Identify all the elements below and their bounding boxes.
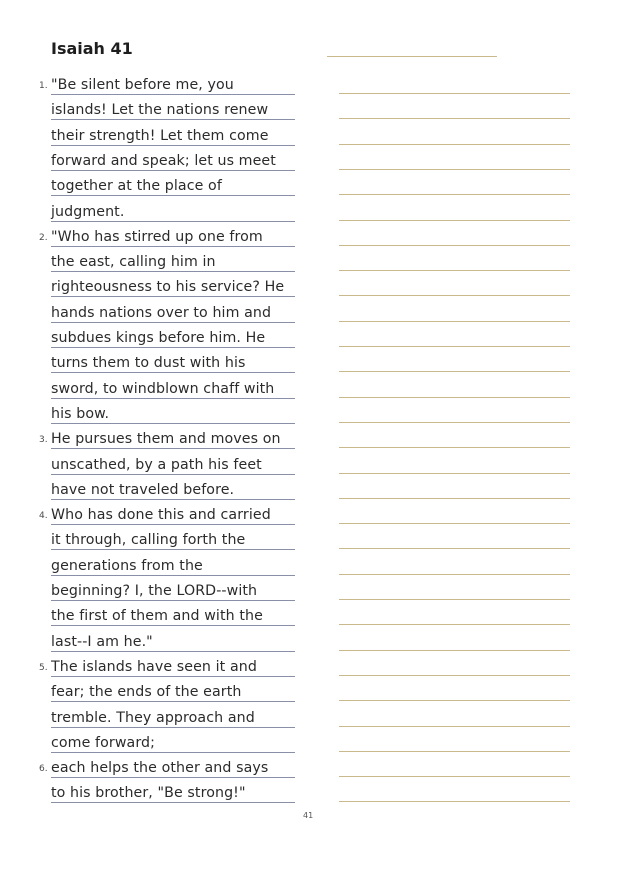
verse-line [51,272,295,297]
verse-number: 1. [39,81,48,91]
verse-line [51,298,295,323]
blank-writing-line [339,574,570,575]
verse-line [51,374,295,399]
verse-line [51,778,295,803]
verse-text: hands nations over to him and [51,304,272,321]
verse-text: together at the place of [51,178,222,195]
blank-writing-line [339,624,570,625]
verse-line [39,652,295,677]
verse-line [51,399,295,424]
verse-line [51,450,295,475]
verse-text: unscathed, by a path his feet [51,456,262,473]
blank-writing-line [339,675,570,676]
blank-writing-line [339,548,570,549]
verse-text: The islands have seen it and [51,658,257,675]
verse-text: subdues kings before him. He [51,330,266,346]
verse-line [51,703,295,728]
blank-writing-line [339,295,570,296]
page-number: 41 [303,811,314,820]
blank-writing-line [339,776,570,777]
blank-writing-line [339,321,570,322]
blank-writing-line [339,270,570,271]
verse-number: 3. [39,435,48,446]
verse-line [51,627,295,652]
verse-line [51,247,295,272]
verse-line [51,323,295,348]
verse-text: beginning? I, the LORD--with [51,583,258,599]
verse-line [51,551,295,576]
blank-writing-line [339,447,570,448]
blank-writing-line [339,726,570,727]
blank-writing-line [339,144,570,145]
blank-writing-line [339,801,570,802]
blank-writing-line [339,422,570,423]
verse-text: "Who has stirred up one from [51,228,263,245]
verse-number: 2. [39,232,48,243]
blank-writing-line [339,523,570,524]
verse-line [51,95,295,120]
verse-text: "Be silent before me, you [51,77,234,93]
verse-line [51,728,295,753]
verse-line [51,121,295,146]
verse-text: Who has done this and carried [51,507,271,524]
verse-line [51,525,295,550]
verse-line [51,677,295,702]
verse-line [51,171,295,196]
blank-writing-line [339,118,570,119]
verse-text: islands! Let the nations renew [51,102,269,119]
blank-writing-line [339,700,570,701]
verse-line [51,601,295,626]
verse-text: it through, calling forth the [51,532,246,549]
blank-writing-line [339,751,570,752]
verse-text: He pursues them and moves on [51,431,281,448]
blank-writing-line [339,346,570,347]
verse-line [51,348,295,373]
blank-writing-line [339,169,570,170]
verse-line [39,222,295,247]
verse-text: the east, calling him in [51,254,216,271]
verse-text: to his brother, "Be strong!" [51,785,246,802]
verse-number: 6. [39,764,48,775]
verse-number: 4. [39,511,48,522]
verse-text: the first of them and with the [51,608,263,625]
verse-text: turns them to dust with his [51,355,246,372]
verse-line [51,146,295,171]
verse-line [39,424,295,449]
verse-line [51,576,295,601]
verse-line [51,197,295,222]
blank-writing-line [339,473,570,474]
blank-writing-line [339,194,570,195]
blank-writing-line [339,498,570,499]
verse-text: have not traveled before. [51,481,235,498]
title-writing-line [327,56,497,57]
verse-line [39,753,295,778]
page-title: Isaiah 41 [51,39,133,58]
verse-text: generations from the [51,557,203,574]
verse-text: tremble. They approach and [51,709,255,726]
verse-text: fear; the ends of the earth [51,684,242,701]
verse-text: forward and speak; let us meet [51,152,276,169]
verse-text: come forward; [51,734,156,751]
blank-writing-line [339,220,570,221]
verse-text: sword, to windblown chaff with [51,380,275,397]
blank-writing-line [339,397,570,398]
blank-writing-line [339,93,570,94]
verse-line [51,475,295,500]
verse-line [39,70,295,95]
verse-text: judgment. [51,203,125,220]
verse-text: his bow. [51,405,110,422]
verse-text: last--I am he." [51,633,153,650]
blank-writing-line [339,599,570,600]
verse-text: each helps the other and says [51,760,269,777]
verse-line [39,500,295,525]
verse-text: righteousness to his service? He [51,279,285,296]
blank-writing-line [339,650,570,651]
blank-writing-line [339,245,570,246]
verse-number: 5. [39,662,48,673]
blank-writing-line [339,371,570,372]
verse-text: their strength! Let them come [51,127,269,144]
